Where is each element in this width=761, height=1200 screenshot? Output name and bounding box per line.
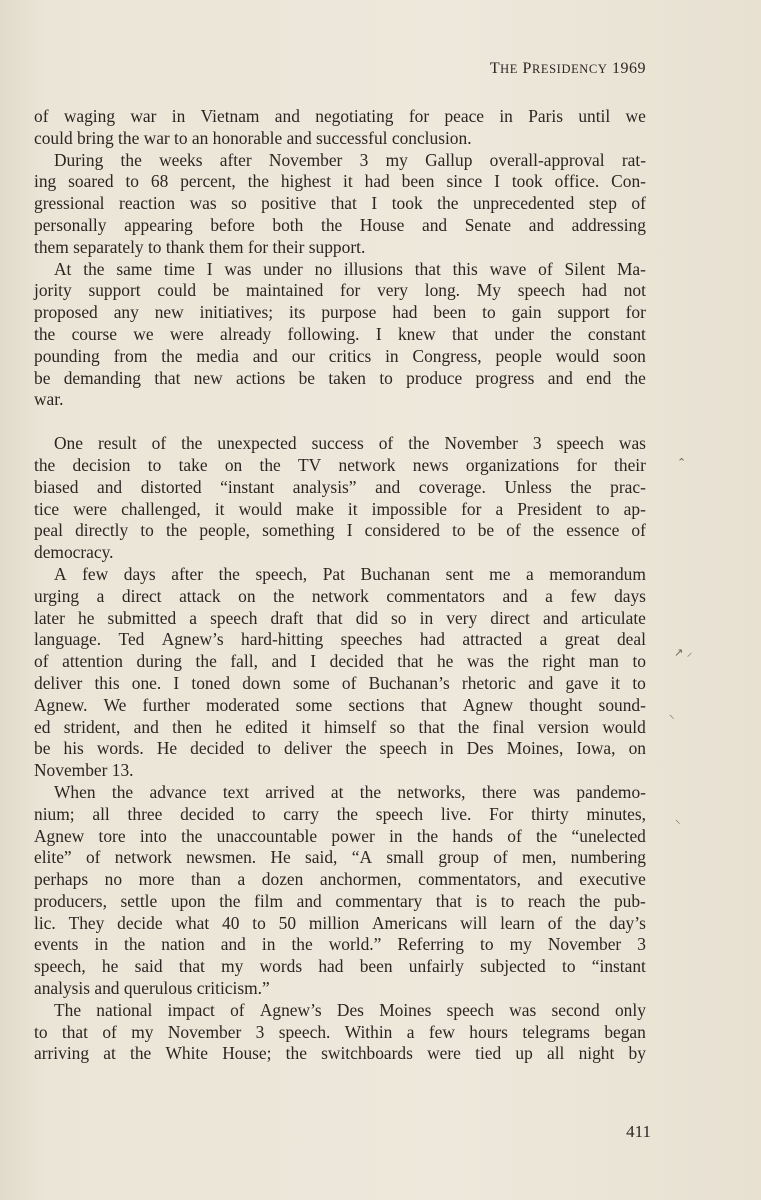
text-line: language. Ted Agnew’s hard-hitting speeches had attracted a great deal <box>34 629 646 650</box>
text-line: gressional reaction was so positive that I took the unprecedented step of <box>34 193 646 214</box>
text-line: events in the nation and in the world.” Referring to my November 3 <box>34 934 646 955</box>
margin-mark-pencil: ↗ ⸝ <box>674 646 693 659</box>
text-line: jority support could be maintained for very long. My speech had not <box>34 280 646 301</box>
text-line: could bring the war to an honorable and successful conclusion. <box>34 127 472 148</box>
text-section-1 <box>34 106 646 411</box>
text-line: lic. They decide what 40 to 50 million Americans will learn of the day’s <box>34 912 646 933</box>
text-line: war. <box>34 389 64 410</box>
running-head-title: THE PRESIDENCY 1969 <box>489 60 646 77</box>
page-number: 411 <box>626 1122 651 1141</box>
text-line: perhaps no more than a dozen anchormen, commentators, and executive <box>34 869 646 890</box>
text-line: November 13. <box>34 760 134 781</box>
text-line: At the same time I was under no illusions that this wave of Silent Ma- <box>54 258 646 279</box>
text-line: tice were challenged, it would make it impossible for a President to ap- <box>34 498 646 519</box>
text-line: of attention during the fall, and I decided that he was the right man to <box>34 651 646 672</box>
text-line: of waging war in Vietnam and negotiating for peace in Paris until we <box>34 106 646 126</box>
text-line: urging a direct attack on the network commentators and a few days <box>34 585 646 606</box>
margin-mark-check: ⸜ <box>675 813 681 826</box>
text-line: When the advance text arrived at the networks, there was pandemo- <box>54 781 646 802</box>
text-section-2 <box>34 433 646 1065</box>
text-line: pounding from the media and our critics in Congress, people would soon <box>34 345 646 366</box>
text-line: to that of my November 3 speech. Within a few hours telegrams began <box>34 1021 646 1042</box>
text-line: peal directly to the people, something I considered to be of the essence of <box>34 520 646 541</box>
text-line: ed strident, and then he edited it himself so that the final version would <box>34 716 646 737</box>
text-line: personally appearing before both the House and Senate and addressing <box>34 214 646 235</box>
text-line: be his words. He decided to deliver the speech in Des Moines, Iowa, on <box>34 738 646 759</box>
text-line: the course we were already following. I knew that under the constant <box>34 323 646 344</box>
text-line: deliver this one. I toned down some of Buchanan’s rhetoric and gave it to <box>34 672 646 693</box>
text-line: During the weeks after November 3 my Gallup overall-approval rat- <box>54 149 646 170</box>
running-head <box>490 60 646 78</box>
text-line: arriving at the White House; the switchboards were tied up all night by <box>34 1043 646 1064</box>
text-line: democracy. <box>34 542 114 563</box>
text-line: be demanding that new actions be taken to produce progress and end the <box>34 367 646 388</box>
body-text <box>34 106 646 1065</box>
text-line: Agnew. We further moderated some sections that Agnew thought sound- <box>34 694 646 715</box>
text-line: The national impact of Agnew’s Des Moines speech was second only <box>54 999 646 1020</box>
text-line: producers, settle upon the film and commentary that is to reach the pub- <box>34 890 646 911</box>
text-line: biased and distorted “instant analysis” and coverage. Unless the prac- <box>34 476 646 497</box>
text-line: nium; all three decided to carry the speech live. For thirty minutes, <box>34 803 646 824</box>
text-line: them separately to thank them for their support. <box>34 236 366 257</box>
section-break <box>34 411 646 433</box>
text-line: elite” of network newsmen. He said, “A small group of men, numbering <box>34 847 646 868</box>
text-line: analysis and querulous criticism.” <box>34 978 270 999</box>
text-line: A few days after the speech, Pat Buchanan sent me a memorandum <box>54 563 646 584</box>
text-line: Agnew tore into the unaccountable power in the hands of the “unelected <box>34 825 646 846</box>
text-line: later he submitted a speech draft that did so in very direct and articulate <box>34 607 646 628</box>
text-line: ing soared to 68 percent, the highest it had been since I took office. Con- <box>34 171 646 192</box>
margin-mark-tick: ⸜ <box>669 708 675 721</box>
text-line: the decision to take on the TV network news organizations for their <box>34 454 646 475</box>
text-line: One result of the unexpected success of the November 3 speech was <box>54 433 646 454</box>
margin-mark-caret: ⌃ <box>677 456 687 469</box>
text-line: speech, he said that my words had been unfairly subjected to “instant <box>34 956 646 977</box>
text-line: proposed any new initiatives; its purpose had been to gain support for <box>34 302 646 323</box>
